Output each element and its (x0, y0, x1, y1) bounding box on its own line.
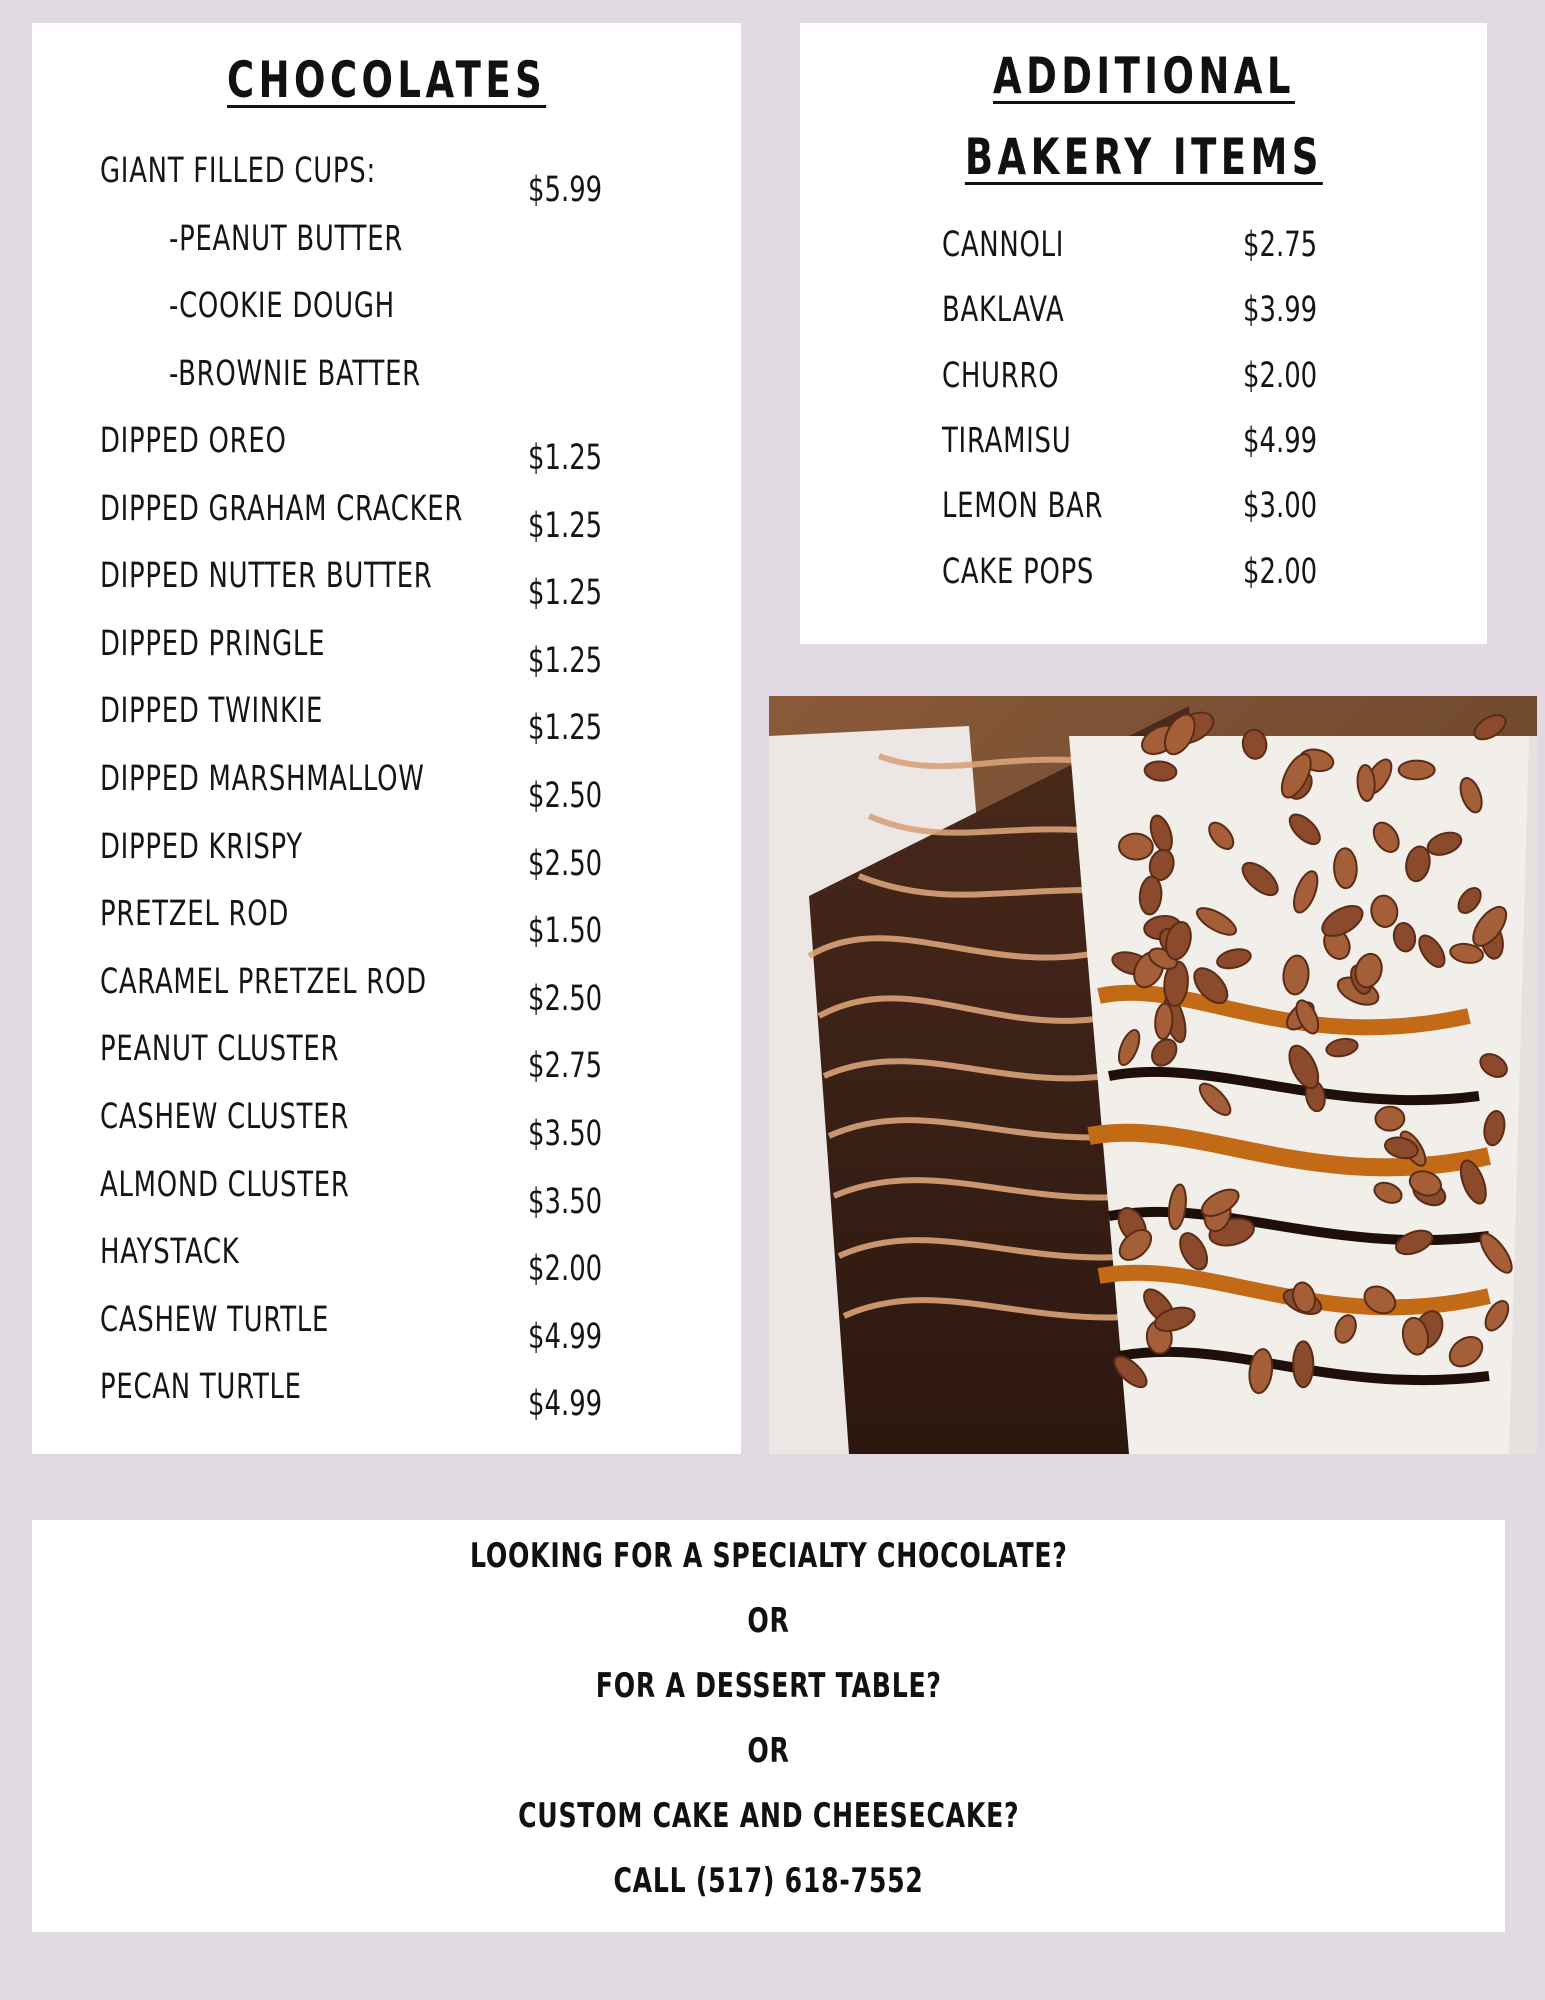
item-name-text: DIPPED PRINGLE (100, 623, 326, 664)
menu-item-price (528, 1249, 628, 1289)
pecan (1118, 833, 1153, 861)
menu-item-price (528, 776, 628, 816)
menu-item-name (100, 1097, 437, 1137)
item-name-text: CHURRO (942, 355, 1060, 396)
bakery-item-name (942, 421, 1117, 461)
item-name-text: DIPPED GRAHAM CRACKER (100, 488, 464, 529)
menu-item-name (100, 421, 352, 461)
bakery-item-name (942, 552, 1148, 592)
price-text: $1.25 (528, 708, 603, 749)
cta-text: LOOKING FOR A SPECIALTY CHOCOLATE? (469, 1536, 1068, 1576)
price-text: $3.00 (1243, 486, 1318, 527)
bakery-title-line1 (800, 47, 1487, 105)
menu-item-price (528, 1182, 628, 1222)
pecan (1333, 848, 1357, 889)
price-text: $2.75 (1243, 225, 1318, 265)
bakery-item-name (942, 356, 1101, 396)
contact-panel (32, 1520, 1505, 1932)
cta-line-custom-cake (32, 1796, 1505, 1836)
bakery-title-line2-text: BAKERY ITEMS (964, 128, 1323, 186)
phone-number[interactable] (32, 1861, 1505, 1901)
bakery-title-line2 (800, 128, 1487, 186)
menu-item-price (528, 1046, 628, 1086)
price-text: $4.99 (528, 1316, 603, 1357)
menu-item-price (528, 438, 628, 478)
dessert-photo (769, 696, 1537, 1454)
price-text: $2.50 (528, 978, 603, 1019)
price-text: $4.99 (1243, 420, 1318, 461)
item-name-text: DIPPED TWINKIE (100, 691, 324, 732)
price-text: $3.50 (528, 1114, 603, 1154)
cta-text: OR (747, 1731, 790, 1771)
price-text: $3.50 (528, 1181, 603, 1222)
bakery-title-line1-text: ADDITIONAL (992, 47, 1295, 105)
bakery-item-price (1243, 356, 1343, 396)
bakery-item-name (942, 486, 1160, 526)
flavor-item (169, 286, 474, 326)
cta-line-specialty (32, 1536, 1505, 1576)
price-text: $1.25 (528, 438, 603, 478)
menu-item-name (100, 759, 539, 799)
item-name-text: CANNOLI (942, 225, 1065, 265)
menu-item-name (100, 1029, 423, 1069)
bakery-item-name (942, 225, 1107, 265)
menu-item-name (100, 1367, 373, 1407)
cta-text: FOR A DESSERT TABLE? (595, 1666, 942, 1706)
item-name-text: PECAN TURTLE (100, 1367, 302, 1408)
pecan (1375, 1106, 1405, 1131)
menu-item-price (528, 506, 628, 546)
menu-item-name (100, 489, 591, 529)
menu-item-name (100, 691, 402, 731)
menu-item-name (100, 827, 374, 867)
bakery-item-name (942, 290, 1108, 330)
cta-text: OR (747, 1601, 790, 1641)
menu-item-name (100, 556, 549, 596)
cta-text[interactable]: CALL (517) 618-7552 (613, 1861, 924, 1901)
item-name-text: CAKE POPS (942, 551, 1095, 592)
price-text: $1.25 (528, 505, 603, 546)
flavor-name: -PEANUT BUTTER (169, 219, 404, 259)
menu-item-name (100, 962, 542, 1002)
menu-item-name (100, 1165, 437, 1205)
menu-item-name: GIANT FILLED CUPS: (100, 151, 376, 191)
cta-line-or (32, 1731, 1505, 1771)
chocolates-title-text: CHOCOLATES (226, 51, 547, 109)
item-name-text: CASHEW TURTLE (100, 1299, 330, 1340)
bakery-item-price (1243, 421, 1343, 461)
menu-item-name (100, 894, 355, 934)
price-text: $2.00 (1243, 355, 1318, 396)
bakery-panel (800, 23, 1487, 644)
menu-item-price (528, 573, 628, 613)
item-name-text: DIPPED MARSHMALLOW (100, 759, 425, 799)
item-name-text: CARAMEL PRETZEL ROD (100, 961, 427, 1002)
menu-item-price (528, 1317, 628, 1357)
price-text: $1.25 (528, 640, 603, 681)
bakery-item-price (1243, 552, 1343, 592)
price-text: $1.50 (528, 911, 603, 952)
item-name-text: LEMON BAR (942, 486, 1104, 527)
cta-text: CUSTOM CAKE AND CHEESECAKE? (517, 1796, 1020, 1836)
cta-line-or (32, 1601, 1505, 1641)
item-name-text: CASHEW CLUSTER (100, 1097, 350, 1137)
chocolates-title (32, 51, 741, 109)
price-text: $1.25 (528, 573, 603, 614)
flavor-item (169, 219, 485, 259)
price-text: $3.99 (1243, 290, 1318, 331)
menu-item-price (528, 1384, 628, 1424)
cta-line-dessert-table (32, 1666, 1505, 1706)
pecan (1399, 761, 1435, 780)
price-text: $2.50 (528, 776, 603, 816)
menu-item-price (528, 844, 628, 884)
item-name-text: DIPPED OREO (100, 421, 287, 461)
flavor-name: -COOKIE DOUGH (169, 286, 395, 326)
price-text: $2.75 (528, 1046, 603, 1087)
menu-item-price (528, 979, 628, 1019)
chocolates-panel (32, 23, 741, 1454)
menu-item-name (100, 1232, 289, 1272)
pecan (1293, 1341, 1313, 1387)
price-text: $5.99 (528, 170, 603, 210)
flavor-name: -BROWNIE BATTER (169, 354, 421, 394)
brownie-illustration (769, 696, 1537, 1454)
item-name-text: DIPPED NUTTER BUTTER (100, 556, 433, 597)
price-text: $2.00 (528, 1249, 603, 1290)
menu-item-filled-cups (100, 151, 473, 191)
flavor-item (169, 354, 509, 394)
menu-item-price (528, 911, 628, 951)
price-text: $4.99 (528, 1384, 603, 1425)
item-name-text: ALMOND CLUSTER (100, 1164, 350, 1205)
price-text: $2.50 (528, 843, 603, 884)
bakery-item-price (1243, 290, 1343, 330)
menu-item-price (528, 708, 628, 748)
item-name-text: PEANUT CLUSTER (100, 1029, 340, 1070)
menu-item-price (528, 1114, 628, 1154)
menu-item-name (100, 1300, 410, 1340)
item-name-text: BAKLAVA (942, 290, 1065, 331)
bakery-item-price (1243, 486, 1343, 526)
item-name-text: TIRAMISU (942, 420, 1072, 461)
item-name-text: DIPPED KRISPY (100, 826, 303, 867)
item-name-text: PRETZEL ROD (100, 894, 290, 935)
menu-item-price (528, 641, 628, 681)
menu-item-price (528, 170, 628, 210)
bakery-item-price (1243, 225, 1343, 265)
menu-item-name (100, 624, 404, 664)
item-name-text: HAYSTACK (100, 1232, 240, 1273)
price-text: $2.00 (1243, 551, 1318, 592)
